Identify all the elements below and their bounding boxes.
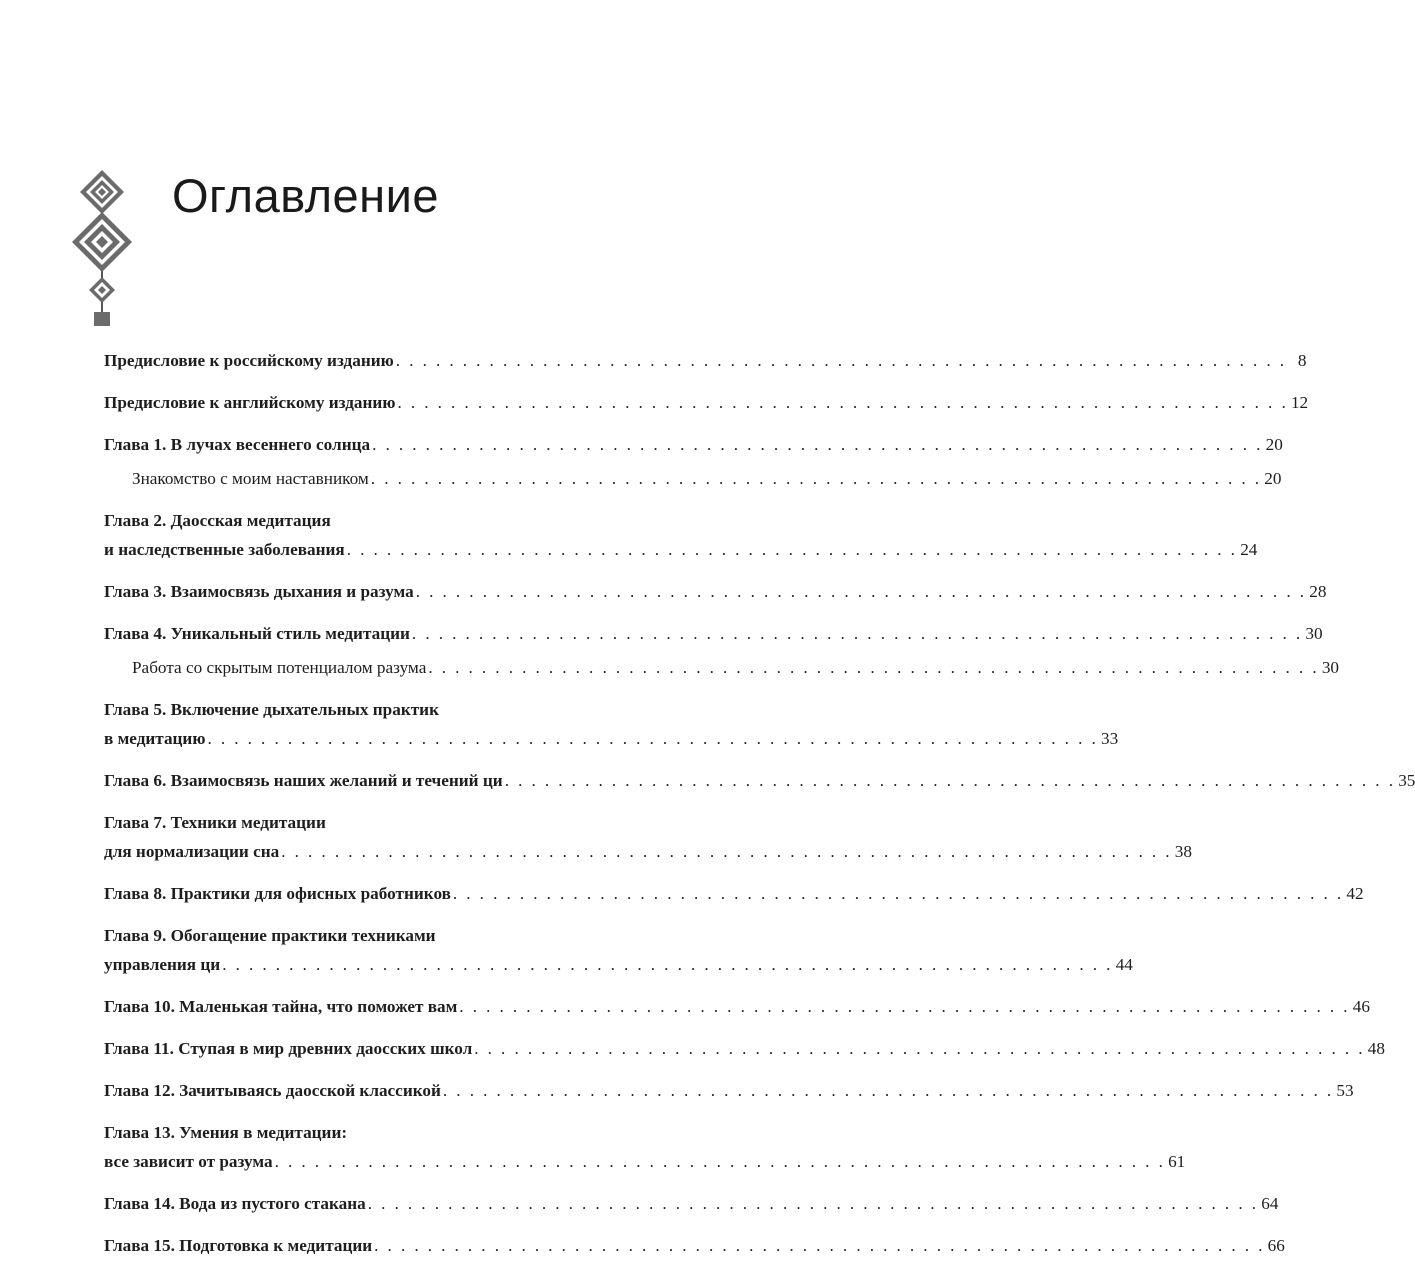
toc-entry[interactable] [104, 506, 1258, 564]
toc-line [104, 1076, 1354, 1105]
toc-entry[interactable] [104, 921, 1133, 979]
dot-leader: . . . . . . . . . . . . . . . . . . . . . . . . . . . . . . . . . . . . . . . . . . . . . . . . . . . . . . . . . . . . . . . . . . . [415, 582, 1307, 601]
toc-entry-title: Глава 10. Маленькая тайна, что поможет вам [104, 997, 458, 1016]
toc-entry[interactable] [104, 766, 1415, 795]
toc-line [104, 992, 1370, 1021]
toc-entry-title: Глава 9. Обогащение практики техниками [104, 926, 436, 945]
toc-entry[interactable] [104, 879, 1364, 908]
toc-entry[interactable] [104, 992, 1370, 1021]
toc-page-number: 33 [1100, 729, 1119, 748]
toc-line [104, 346, 1307, 375]
toc-page-number: 53 [1336, 1081, 1354, 1100]
page-title: Оглавление [172, 169, 440, 222]
toc-entry-title: все зависит от разума [104, 1152, 273, 1171]
toc-entry-title: и наследственные заболевания [104, 540, 345, 559]
toc-entry-title: Работа со скрытым потенциалом разума [132, 658, 427, 677]
dot-leader: . . . . . . . . . . . . . . . . . . . . . . . . . . . . . . . . . . . . . . . . . . . . . . . . . . . . . . . . . . . . . . . . . . . [222, 955, 1113, 974]
table-of-contents [104, 346, 1415, 1273]
dot-leader: . . . . . . . . . . . . . . . . . . . . . . . . . . . . . . . . . . . . . . . . . . . . . . . . . . . . . . . . . . . . . . . . . . . [274, 1152, 1166, 1171]
toc-line [104, 506, 638, 535]
toc-entry[interactable] [104, 1076, 1354, 1105]
dot-leader: . . . . . . . . . . . . . . . . . . . . . . . . . . . . . . . . . . . . . . . . . . . . . . . . . . . . . . . . . . . . . . . . . . . [442, 1081, 1334, 1100]
toc-entry-title: Знакомство с моим наставником [132, 469, 369, 488]
toc-line [104, 695, 638, 724]
toc-line [132, 464, 1282, 493]
toc-line [104, 766, 1415, 795]
toc-page-number: 28 [1309, 582, 1327, 601]
dot-leader: . . . . . . . . . . . . . . . . . . . . . . . . . . . . . . . . . . . . . . . . . . . . . . . . . . . . . . . . . . . . . . . . . . . [474, 1039, 1365, 1058]
toc-entry-title: Глава 15. Подготовка к медитации [104, 1236, 373, 1255]
toc-entry[interactable] [104, 695, 1119, 753]
toc-page-number: 12 [1290, 393, 1309, 412]
toc-entry-title: для нормализации сна [104, 842, 280, 861]
toc-entry-title: Глава 14. Вода из пустого стакана [104, 1194, 366, 1213]
toc-line [104, 619, 1323, 648]
toc-line [104, 950, 1133, 979]
toc-line [104, 808, 638, 837]
dot-leader: . . . . . . . . . . . . . . . . . . . . . . . . . . . . . . . . . . . . . . . . . . . . . . . . . . . . . . . . . . . . . . . . . . . [395, 351, 1287, 370]
toc-entry-title: Глава 11. Ступая в мир древних даосских школ [104, 1039, 473, 1058]
toc-page-number: 64 [1261, 1194, 1279, 1213]
toc-entry[interactable] [104, 346, 1307, 375]
toc-line [104, 535, 1258, 564]
toc-line [104, 430, 1283, 459]
toc-entry-title: Глава 3. Взаимосвязь дыхания и разума [104, 582, 414, 601]
toc-page-number: 61 [1168, 1152, 1186, 1171]
toc-line [104, 879, 1364, 908]
toc-page-number: 38 [1174, 842, 1192, 861]
toc-entry-title: в медитацию [104, 729, 206, 748]
toc-entry-title: Глава 6. Взаимосвязь наших желаний и течений ци [104, 771, 503, 790]
toc-line [104, 921, 638, 950]
toc-line [132, 653, 1340, 682]
toc-line [104, 837, 1192, 866]
toc-line [104, 1231, 1285, 1260]
toc-entry[interactable] [104, 1189, 1279, 1218]
toc-entry-title: Глава 5. Включение дыхательных практик [104, 700, 439, 719]
toc-entry[interactable] [104, 577, 1327, 606]
toc-line [104, 1189, 1279, 1218]
toc-page-number: 30 [1321, 658, 1340, 677]
toc-entry-title: Глава 7. Техники медитации [104, 813, 326, 832]
toc-entry[interactable] [104, 1231, 1285, 1260]
dot-leader: . . . . . . . . . . . . . . . . . . . . . . . . . . . . . . . . . . . . . . . . . . . . . . . . . . . . . . . . . . . . . . . . . . . [428, 658, 1320, 677]
dot-leader: . . . . . . . . . . . . . . . . . . . . . . . . . . . . . . . . . . . . . . . . . . . . . . . . . . . . . . . . . . . . . . . . . . . [504, 771, 1396, 790]
toc-entry[interactable] [104, 808, 1192, 866]
dot-leader: . . . . . . . . . . . . . . . . . . . . . . . . . . . . . . . . . . . . . . . . . . . . . . . . . . . . . . . . . . . . . . . . . . . [411, 624, 1303, 643]
toc-page-number: 24 [1240, 540, 1258, 559]
toc-subentry[interactable] [104, 653, 1340, 682]
dot-leader: . . . . . . . . . . . . . . . . . . . . . . . . . . . . . . . . . . . . . . . . . . . . . . . . . . . . . . . . . . . . . . . . . . . [452, 884, 1344, 903]
dot-leader: . . . . . . . . . . . . . . . . . . . . . . . . . . . . . . . . . . . . . . . . . . . . . . . . . . . . . . . . . . . . . . . . . . . [281, 842, 1172, 861]
toc-page-number: 66 [1267, 1236, 1285, 1255]
dot-leader: . . . . . . . . . . . . . . . . . . . . . . . . . . . . . . . . . . . . . . . . . . . . . . . . . . . . . . . . . . . . . . . . . . . [367, 1194, 1259, 1213]
toc-line [104, 1147, 1186, 1176]
toc-entry-title: Глава 12. Зачитываясь даосской классикой [104, 1081, 441, 1100]
toc-entry-title: Глава 2. Даосская медитация [104, 511, 331, 530]
dot-leader: . . . . . . . . . . . . . . . . . . . . . . . . . . . . . . . . . . . . . . . . . . . . . . . . . . . . . . . . . . . . . . . . . . . [459, 997, 1350, 1016]
dot-leader: . . . . . . . . . . . . . . . . . . . . . . . . . . . . . . . . . . . . . . . . . . . . . . . . . . . . . . . . . . . . . . . . . . . [397, 393, 1289, 412]
toc-page-number: 20 [1265, 435, 1283, 454]
toc-page-number: 48 [1367, 1039, 1385, 1058]
toc-entry-title: Предисловие к английскому изданию [104, 393, 396, 412]
diamond-ornament-icon [62, 168, 142, 338]
toc-page-number: 46 [1352, 997, 1370, 1016]
toc-page-number: 8 [1297, 351, 1307, 370]
dot-leader: . . . . . . . . . . . . . . . . . . . . . . . . . . . . . . . . . . . . . . . . . . . . . . . . . . . . . . . . . . . . . . . . . . . [372, 435, 1263, 454]
toc-entry-title: управления ци [104, 955, 221, 974]
dot-leader: . . . . . . . . . . . . . . . . . . . . . . . . . . . . . . . . . . . . . . . . . . . . . . . . . . . . . . . . . . . . . . . . . . . [346, 540, 1238, 559]
toc-entry-title: Глава 13. Умения в медитации: [104, 1123, 348, 1142]
toc-entry-title: Предисловие к российскому изданию [104, 351, 394, 370]
toc-entry[interactable] [104, 1118, 1186, 1176]
toc-entry-title: Глава 4. Уникальный стиль медитации [104, 624, 410, 643]
toc-line [104, 577, 1327, 606]
toc-page-number: 20 [1264, 469, 1282, 488]
toc-entry[interactable] [104, 619, 1323, 648]
toc-page-number: 35 [1398, 771, 1415, 790]
toc-entry[interactable] [104, 1034, 1385, 1063]
toc-subentry[interactable] [104, 464, 1282, 493]
toc-entry-title: Глава 1. В лучах весеннего солнца [104, 435, 371, 454]
toc-entry-title: Глава 8. Практики для офисных работников [104, 884, 451, 903]
toc-entry[interactable] [104, 430, 1283, 459]
toc-page-number: 30 [1305, 624, 1323, 643]
toc-page-number: 42 [1346, 884, 1364, 903]
toc-line [104, 388, 1309, 417]
dot-leader: . . . . . . . . . . . . . . . . . . . . . . . . . . . . . . . . . . . . . . . . . . . . . . . . . . . . . . . . . . . . . . . . . . . [370, 469, 1262, 488]
toc-page-number: 44 [1115, 955, 1133, 974]
toc-line [104, 724, 1119, 753]
dot-leader: . . . . . . . . . . . . . . . . . . . . . . . . . . . . . . . . . . . . . . . . . . . . . . . . . . . . . . . . . . . . . . . . . . . [374, 1236, 1265, 1255]
dot-leader: . . . . . . . . . . . . . . . . . . . . . . . . . . . . . . . . . . . . . . . . . . . . . . . . . . . . . . . . . . . . . . . . . . . [207, 729, 1099, 748]
toc-line [104, 1118, 638, 1147]
toc-line [104, 1034, 1385, 1063]
toc-entry[interactable] [104, 388, 1309, 417]
